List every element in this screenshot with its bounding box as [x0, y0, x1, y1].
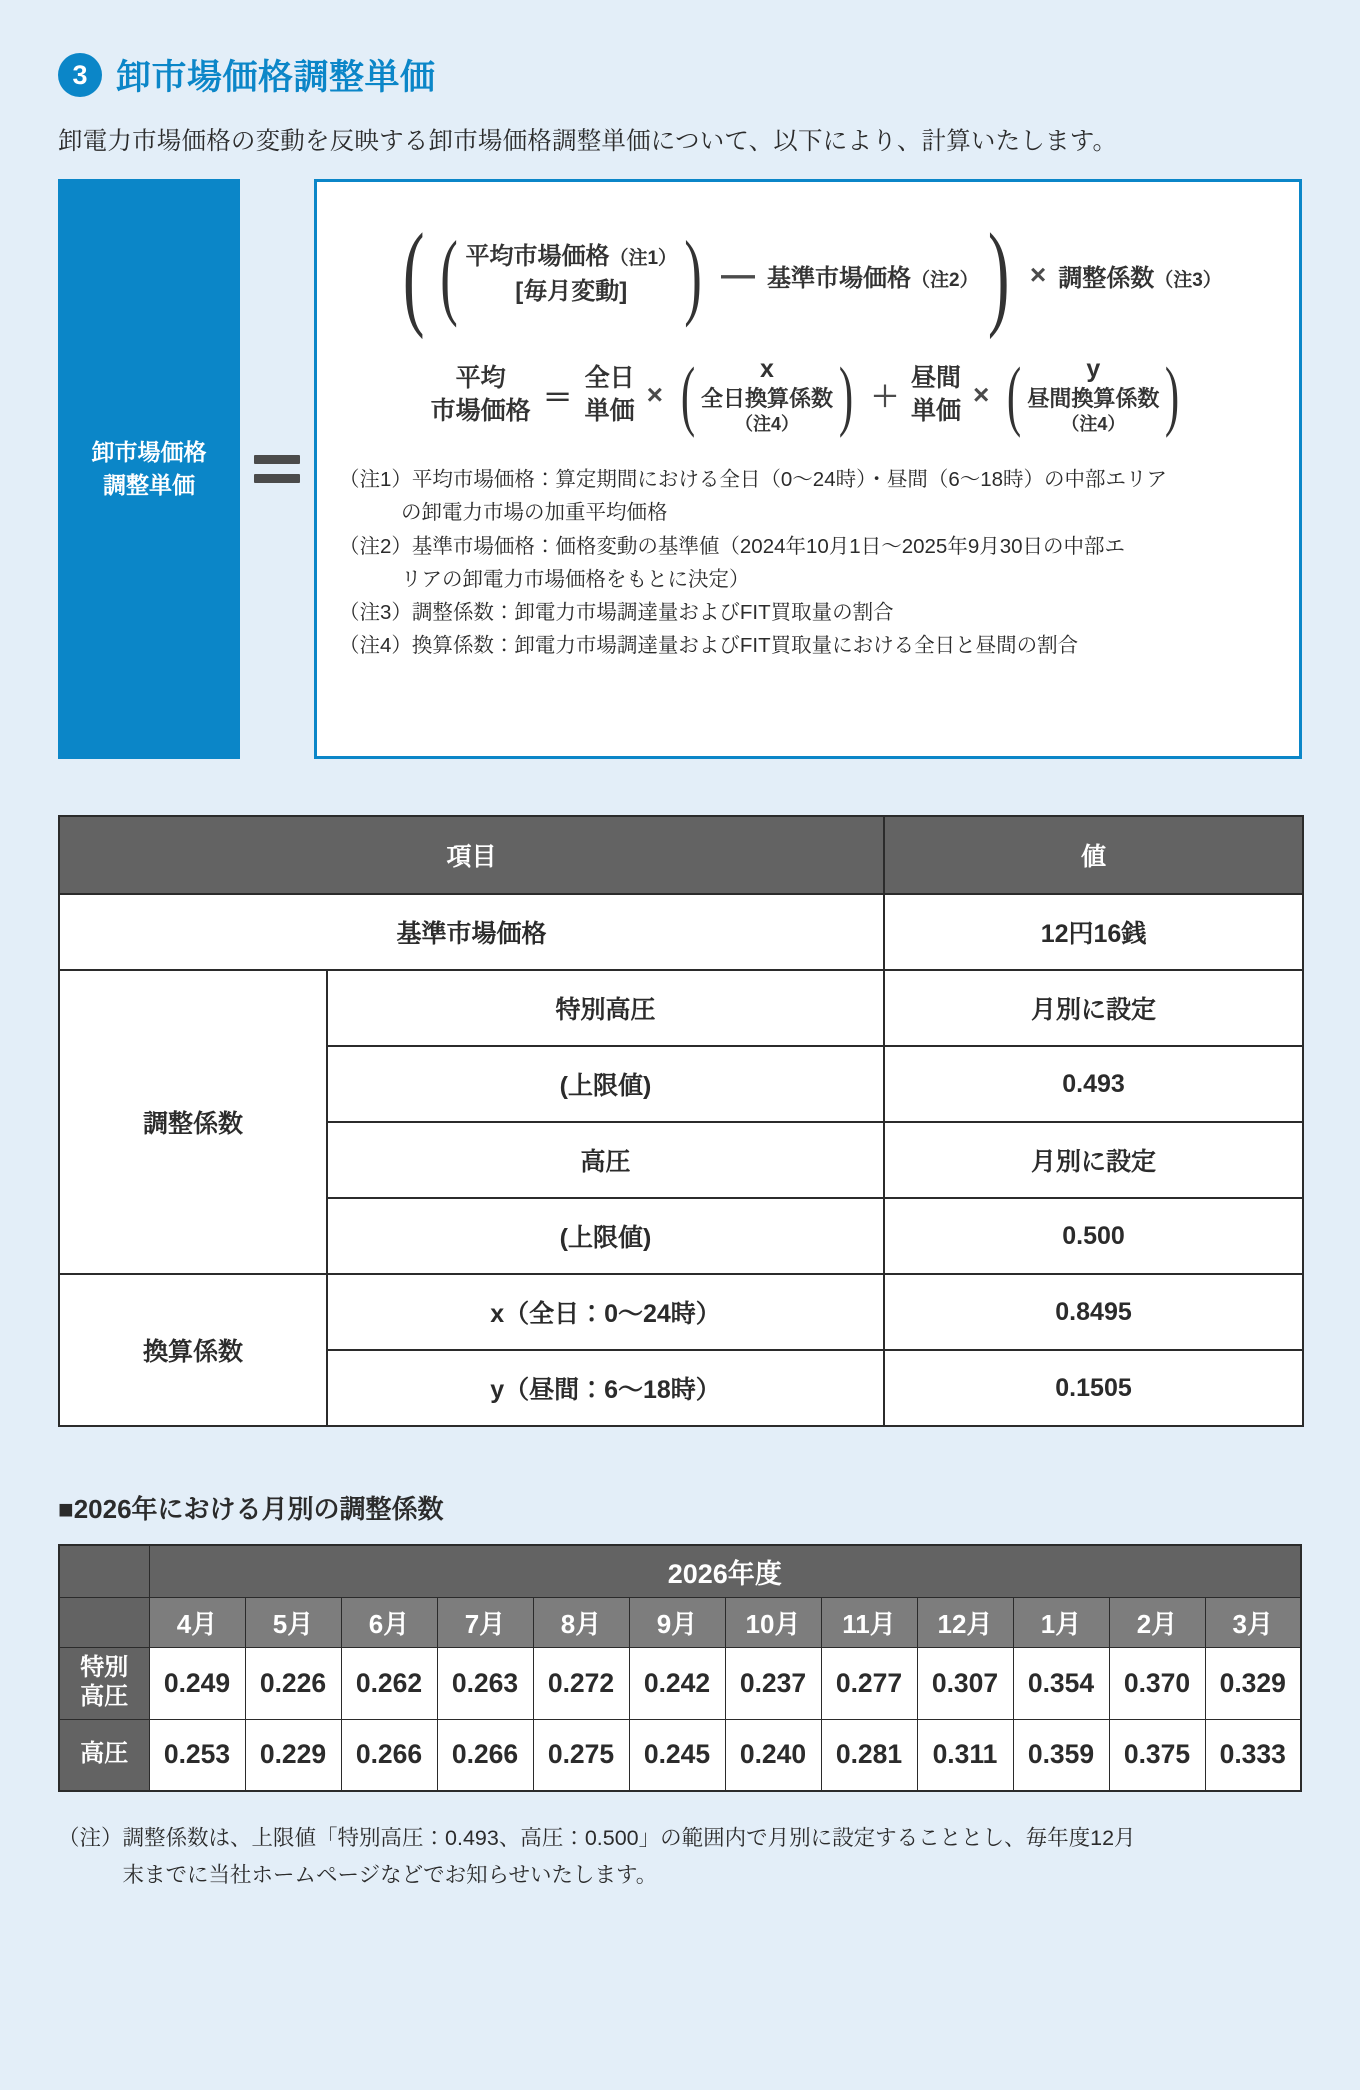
cell-standard-market-price-value: 12円16銭	[884, 894, 1303, 970]
cell-standard-market-price-label: 基準市場価格	[59, 894, 884, 970]
outer-paren-open-icon: (	[403, 209, 425, 340]
term-adjustment-coefficient: 調整係数（注3）	[1058, 264, 1222, 292]
monthly-value: 0.275	[533, 1719, 629, 1791]
cell-value-allday: 0.8495	[884, 1274, 1303, 1350]
monthly-value: 0.240	[725, 1719, 821, 1791]
monthly-row-hv	[59, 1719, 1301, 1791]
column-header-value: 値	[884, 816, 1303, 894]
cell-item-allday: x（全日：0〜24時）	[327, 1274, 884, 1350]
month-header: 7月	[437, 1597, 533, 1647]
monthly-year-row	[59, 1545, 1301, 1597]
note-item-continuation: リアの卸電力市場価格をもとに決定）	[401, 567, 750, 591]
equals-icon	[254, 455, 300, 483]
cell-value-ehv-limit: 0.493	[884, 1046, 1303, 1122]
row-header-ehv: 特別 高圧	[59, 1647, 149, 1719]
term-daytime-unit-price: 昼間 単価	[911, 364, 962, 425]
monthly-value: 0.253	[149, 1719, 245, 1791]
monthly-value: 0.266	[341, 1719, 437, 1791]
note-item: （注2） 基準市場価格：価格変動の基準値（2024年10月1日〜2025年9月30日の中部エ	[339, 534, 1126, 558]
note-item: （注4） 換算係数：卸電力市場調達量およびFIT買取量における全日と昼間の割合	[339, 634, 1079, 658]
cell-adjustment-coefficient-label: 調整係数	[59, 970, 327, 1274]
month-header: 3月	[1205, 1597, 1301, 1647]
cell-conversion-coefficient-label: 換算係数	[59, 1274, 327, 1426]
footnote	[58, 1820, 1302, 1893]
month-header: 9月	[629, 1597, 725, 1647]
table-row	[59, 970, 1303, 1046]
monthly-value: 0.229	[245, 1719, 341, 1791]
formula-block	[58, 179, 1302, 759]
formula-box	[314, 179, 1302, 759]
monthly-value: 0.272	[533, 1647, 629, 1719]
fraction-daytime: y 昼間換算係数 （注4）	[1027, 355, 1160, 434]
monthly-value: 0.237	[725, 1647, 821, 1719]
corner-cell	[59, 1545, 149, 1597]
cell-item-ehv-limit: (上限値)	[327, 1046, 884, 1122]
multiply-operator-2-icon: ×	[973, 378, 990, 410]
note-item: （注3） 調整係数：卸電力市場調達量およびFIT買取量の割合	[339, 601, 894, 625]
section-number-badge: 3	[58, 53, 102, 97]
cell-value-hv-limit: 0.500	[884, 1198, 1303, 1274]
monthly-value: 0.226	[245, 1647, 341, 1719]
month-header: 4月	[149, 1597, 245, 1647]
month-header: 6月	[341, 1597, 437, 1647]
note-item-continuation: の卸電力市場の加重平均価格	[401, 501, 668, 525]
fraction-allday: x 全日換算係数 （注4）	[701, 355, 834, 434]
monthly-value: 0.281	[821, 1719, 917, 1791]
cell-value-ehv: 月別に設定	[884, 970, 1303, 1046]
month-header: 10月	[725, 1597, 821, 1647]
section-heading	[58, 0, 1302, 100]
month-header: 5月	[245, 1597, 341, 1647]
monthly-value: 0.329	[1205, 1647, 1301, 1719]
monthly-value: 0.266	[437, 1719, 533, 1791]
year-header: 2026年度	[149, 1545, 1301, 1597]
term-average-market-price	[465, 240, 677, 310]
monthly-value: 0.263	[437, 1647, 533, 1719]
cell-value-daytime: 0.1505	[884, 1350, 1303, 1426]
monthly-row-ehv	[59, 1647, 1301, 1719]
multiply-operator-icon: ×	[1029, 259, 1047, 290]
equals-operator-icon: ＝	[542, 381, 573, 415]
term-average-market-price-line2: [毎月変動]	[515, 278, 628, 305]
monthly-section-heading: ■2026年における月別の調整係数	[58, 1494, 444, 1524]
paren-open-1-icon: (	[680, 350, 696, 438]
month-header: 2月	[1109, 1597, 1205, 1647]
paren-open-2-icon: (	[1007, 350, 1022, 438]
footnote-tag: （注）	[58, 1826, 123, 1850]
monthly-value: 0.375	[1109, 1719, 1205, 1791]
monthly-coefficients-table	[58, 1544, 1302, 1792]
formula-left-label-line1: 卸市場価格	[91, 438, 207, 465]
cell-item-daytime: y（昼間：6〜18時）	[327, 1350, 884, 1426]
term-allday-unit-price: 全日 単価	[584, 364, 635, 425]
formula-notes	[339, 463, 1277, 662]
monthly-value: 0.249	[149, 1647, 245, 1719]
term-avg-market-price-lhs: 平均 市場価格	[430, 364, 531, 425]
monthly-value: 0.370	[1109, 1647, 1205, 1719]
monthly-value: 0.277	[821, 1647, 917, 1719]
term-standard-market-price: 基準市場価格（注2）	[767, 264, 979, 292]
table-header-row	[59, 816, 1303, 894]
outer-paren-close-icon: )	[987, 209, 1010, 340]
corner-cell-2	[59, 1597, 149, 1647]
cell-item-hv: 高圧	[327, 1122, 884, 1198]
formula-left-label	[58, 179, 240, 759]
formula-row-2	[339, 350, 1277, 438]
inner-paren-close-icon: )	[684, 221, 702, 328]
month-header: 11月	[821, 1597, 917, 1647]
formula-left-label-line2: 調整単価	[103, 472, 195, 498]
intro-text: 卸電力市場価格の変動を反映する卸市場価格調整単価について、以下により、計算いたします。	[58, 128, 1118, 155]
table-row	[59, 1274, 1303, 1350]
multiply-operator-1-icon: ×	[646, 378, 664, 410]
equals-sign-container	[240, 179, 314, 759]
cell-item-hv-limit: (上限値)	[327, 1198, 884, 1274]
monthly-value: 0.354	[1013, 1647, 1109, 1719]
monthly-value: 0.262	[341, 1647, 437, 1719]
month-header: 12月	[917, 1597, 1013, 1647]
monthly-value: 0.333	[1205, 1719, 1301, 1791]
monthly-value: 0.359	[1013, 1719, 1109, 1791]
plus-operator-icon: ＋	[871, 380, 900, 412]
footnote-body: 調整係数は、上限値「特別高圧：0.493、高圧：0.500」の範囲内で月別に設定することとし、毎年度12月 末までに当社ホームページなどでお知らせいたします。	[122, 1826, 1136, 1887]
row-header-hv: 高圧	[59, 1719, 149, 1791]
month-header: 8月	[533, 1597, 629, 1647]
cell-value-hv: 月別に設定	[884, 1122, 1303, 1198]
term-average-market-price-line1: 平均市場価格（注1）	[465, 243, 678, 271]
column-header-item: 項目	[59, 816, 884, 894]
note-item: （注1） 平均市場価格：算定期間における全日（0〜24時）・昼間（6〜18時）の中部エリア	[339, 468, 1168, 492]
page-title: 卸市場価格調整単価	[116, 58, 436, 97]
paren-close-2-icon: )	[1165, 350, 1180, 438]
monthly-value: 0.311	[917, 1719, 1013, 1791]
formula-row-1	[339, 209, 1277, 340]
monthly-value: 0.307	[917, 1647, 1013, 1719]
paren-close-1-icon: )	[838, 350, 854, 438]
monthly-value: 0.245	[629, 1719, 725, 1791]
table-row	[59, 894, 1303, 970]
monthly-value: 0.242	[629, 1647, 725, 1719]
minus-operator-icon: —	[721, 255, 755, 294]
cell-item-ehv: 特別高圧	[327, 970, 884, 1046]
parameters-table	[58, 815, 1304, 1427]
month-header: 1月	[1013, 1597, 1109, 1647]
inner-paren-open-icon: (	[440, 221, 459, 328]
monthly-month-row	[59, 1597, 1301, 1647]
